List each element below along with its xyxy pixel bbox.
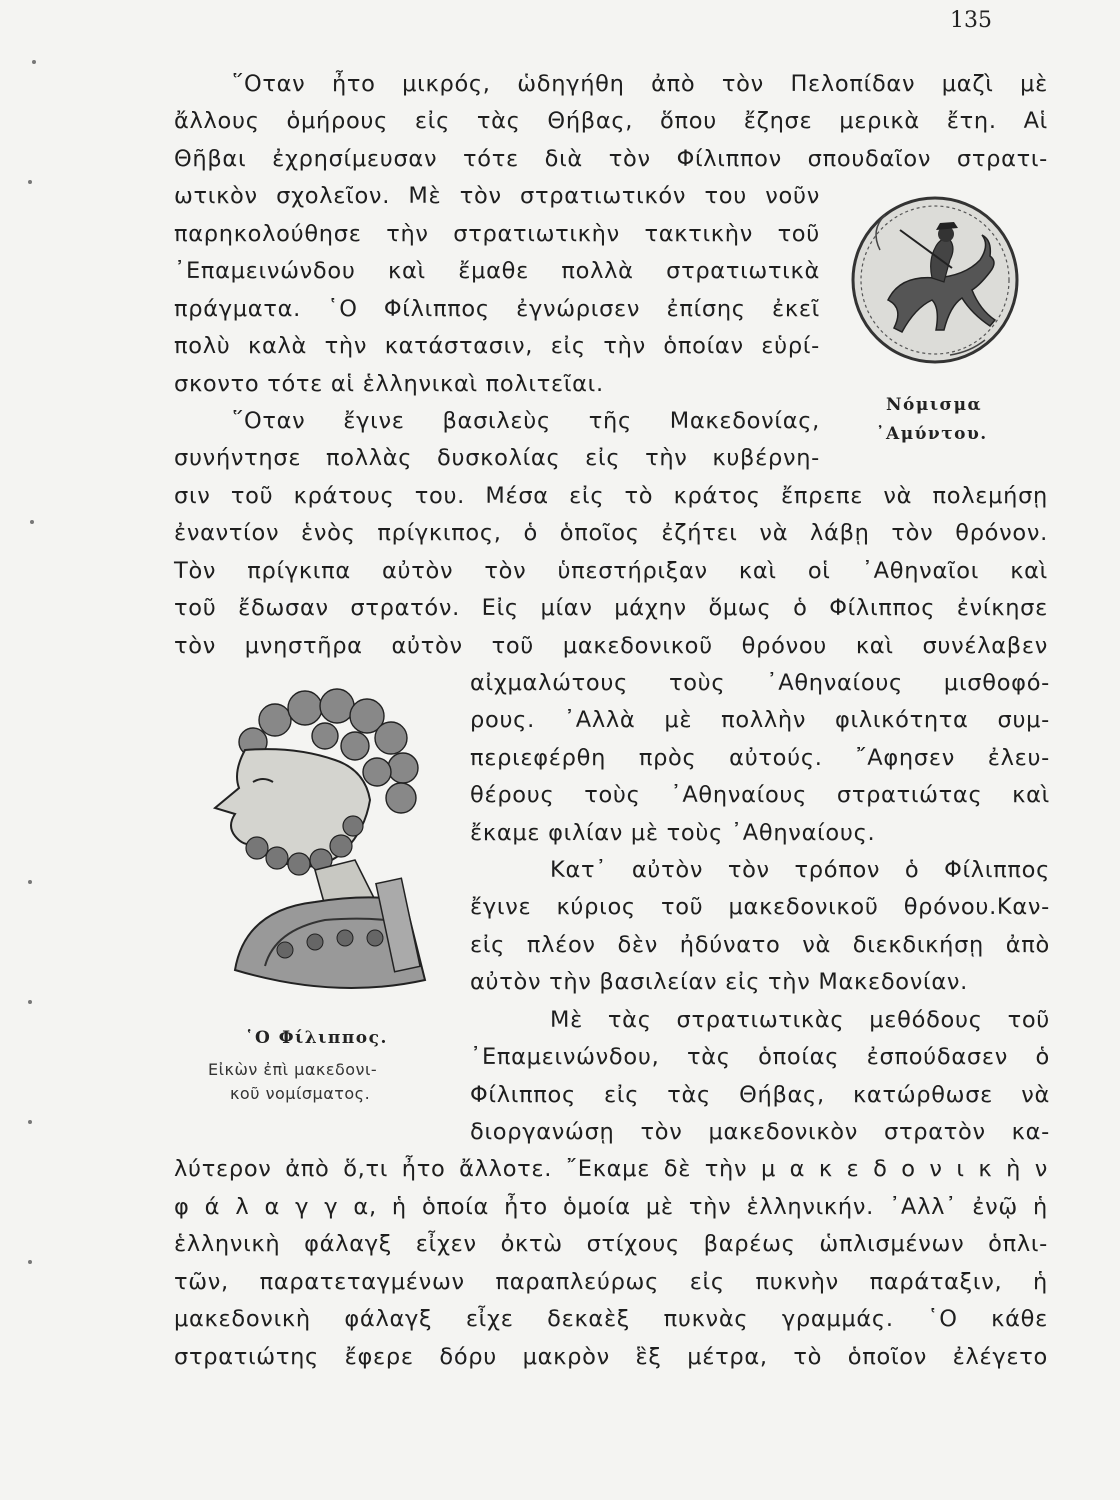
text-line: εἰς πλέον δὲν ἠδύνατο νὰ διεκδικήσῃ ἀπὸ [470, 932, 1050, 958]
text-line: ἑλληνικὴ φάλαγξ εἶχεν ὀκτὼ στίχους βαρέως ὡπλισμένων ὁπλι- [174, 1231, 1048, 1257]
text-line: τῶν, παρατεταγμένων παραπλεύρως εἰς πυκνὴν παράταξιν, ἡ [174, 1269, 1048, 1295]
philip-portrait-illustration [205, 680, 445, 1010]
text-line: σκοντο τότε αἱ ἑλληνικαὶ πολιτεῖαι. [174, 371, 604, 397]
coin-caption-line2: ᾿Αμύντου. [876, 424, 988, 444]
text-line: σιν τοῦ κράτους του. Μέσα εἰς τὸ κράτος ἔπρεπε νὰ πολεμήσῃ [174, 483, 1048, 509]
text-line: στρατιώτης ἔφερε δόρυ μακρὸν ἓξ μέτρα, τὸ ὁποῖον ἐλέγετο [174, 1344, 1048, 1370]
text-line: ἐναντίον ἑνὸς πρίγκιπος, ὁ ὁποῖος ἐζήτει νὰ λάβῃ τὸν θρόνον. [174, 520, 1048, 546]
text-line: Φίλιππος εἰς τὰς Θήβας, κατώρθωσε νὰ [470, 1082, 1050, 1108]
text-line: ἄλλους ὁμήρους εἰς τὰς Θήβας, ὅπου ἔζησε μερικὰ ἔτη. Αἱ [174, 108, 1048, 134]
text-line: αὐτὸν τὴν βασιλείαν εἰς τὴν Μακεδονίαν. [470, 969, 969, 995]
portrait-caption-line1: Εἰκὼν ἐπὶ μακεδονι- [208, 1060, 378, 1079]
text-line: τὸν μνηστῆρα αὐτὸν τοῦ μακεδονικοῦ θρόνου καὶ συνέλαβεν [174, 633, 1048, 659]
margin-speck [32, 60, 36, 64]
text-line: πολὺ καλὰ τὴν κατάστασιν, εἰς τὴν ὁποίαν εὑρί- [174, 333, 820, 359]
text-line: ἔγινε κύριος τοῦ μακεδονικοῦ θρόνου.Καν- [470, 894, 1050, 920]
margin-speck [28, 1260, 32, 1264]
margin-speck [28, 180, 32, 184]
text-line: Θῆβαι ἐχρησίμευσαν τότε διὰ τὸν Φίλιππον σπουδαῖον στρατι- [174, 146, 1048, 172]
text-line: ᾿Επαμεινώνδου καὶ ἔμαθε πολλὰ στρατιωτικὰ [174, 258, 820, 284]
amyntas-coin-illustration [840, 190, 1030, 370]
text-line: ωτικὸν σχολεῖον. Μὲ τὸν στρατιωτικόν του νοῦν [174, 183, 820, 209]
text-line: παρηκολούθησε τὴν στρατιωτικὴν τακτικὴν τοῦ [174, 221, 820, 247]
margin-speck [28, 880, 32, 884]
coin-caption-line1: Νόμισμα [886, 395, 983, 415]
margin-speck [28, 1120, 32, 1124]
text-line: ἔκαμε φιλίαν μὲ τοὺς ᾿Αθηναίους. [470, 820, 876, 846]
text-line: ῞Οταν ἔγινε βασιλεὺς τῆς Μακεδονίας, [232, 408, 820, 434]
portrait-caption-title: ῾Ο Φίλιππος. [245, 1028, 388, 1048]
page-number: 135 [950, 8, 992, 33]
text-line: Τὸν πρίγκιπα αὐτὸν τὸν ὑπεστήριξαν καὶ οἱ ᾿Αθηναῖοι καὶ [174, 558, 1048, 584]
text-line: ᾿Επαμεινώνδου, τὰς ὁποίας ἐσπούδασεν ὁ [470, 1044, 1050, 1070]
text-line: Μὲ τὰς στρατιωτικὰς μεθόδους τοῦ [550, 1007, 1050, 1033]
text-line: ρους. ᾿Αλλὰ μὲ πολλὴν φιλικότητα συμ- [470, 707, 1050, 733]
text-line: συνήντησε πολλὰς δυσκολίας εἰς τὴν κυβέρνη- [174, 445, 820, 471]
text-line: περιεφέρθη πρὸς αὐτούς. ῎Αφησεν ἐλευ- [470, 745, 1050, 771]
text-line: λύτερον ἀπὸ ὅ,τι ἦτο ἄλλοτε. ῎Εκαμε δὲ τὴν μ α κ ε δ ο ν ι κ ὴ ν [174, 1156, 1048, 1182]
text-line: πράγματα. ῾Ο Φίλιππος ἐγνώρισεν ἐπίσης ἐκεῖ [174, 296, 820, 322]
text-line: αἰχμαλώτους τοὺς ᾿Αθηναίους μισθοφό- [470, 670, 1050, 696]
text-line: ῞Οταν ἦτο μικρός, ὡδηγήθη ἀπὸ τὸν Πελοπίδαν μαζὶ μὲ [232, 71, 1048, 97]
text-line: μακεδονικὴ φάλαγξ εἶχε δεκαὲξ πυκνὰς γραμμάς. ῾Ο κάθε [174, 1306, 1048, 1332]
text-line: διοργανώσῃ τὸν μακεδονικὸν στρατὸν κα- [470, 1119, 1050, 1145]
text-line: φ ά λ α γ γ α, ἡ ὁποία ἦτο ὁμοία μὲ τὴν ἑλληνικήν. ᾿Αλλ᾿ ἐνῷ ἡ [174, 1194, 1048, 1220]
portrait-caption-line2: κοῦ νομίσματος. [230, 1084, 371, 1103]
text-line: θέρους τοὺς ᾿Αθηναίους στρατιώτας καὶ [470, 782, 1050, 808]
text-line: τοῦ ἔδωσαν στρατόν. Εἰς μίαν μάχην ὅμως ὁ Φίλιππος ἐνίκησε [174, 595, 1048, 621]
margin-speck [30, 520, 34, 524]
margin-speck [28, 1000, 32, 1004]
text-line: Κατ᾿ αὐτὸν τὸν τρόπον ὁ Φίλιππος [550, 857, 1050, 883]
